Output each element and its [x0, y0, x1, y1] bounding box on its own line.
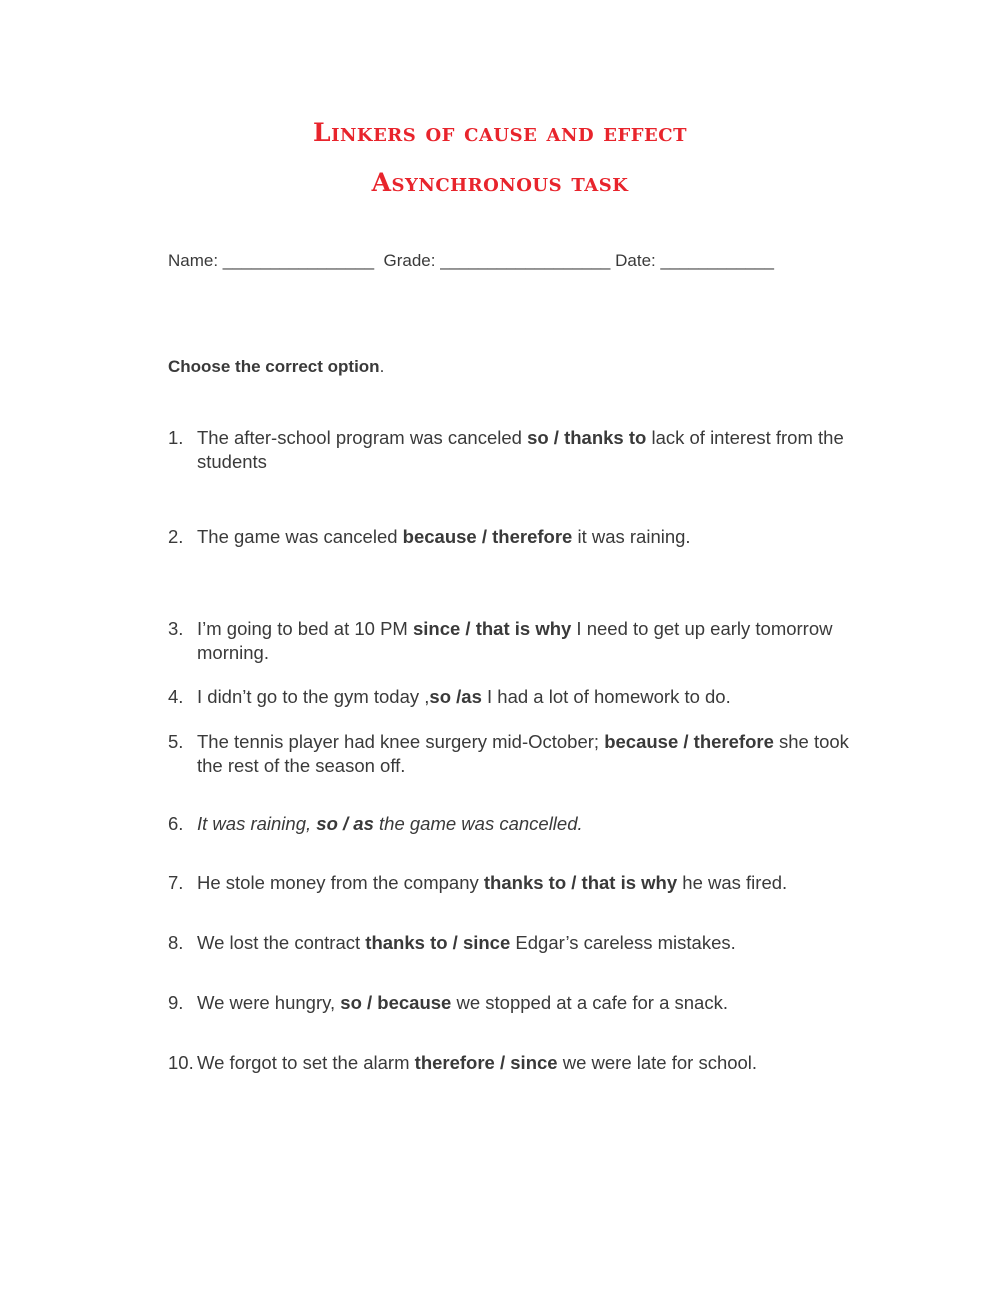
- question-text-after: I had a lot of homework to do.: [481, 686, 731, 707]
- question-8: [168, 931, 868, 955]
- question-text-after: the game was cancelled.: [373, 813, 583, 834]
- question-6: [168, 812, 868, 836]
- question-text-after: she took the rest of the season off.: [197, 731, 849, 776]
- question-text-after: he was fired.: [677, 872, 788, 893]
- question-2: [168, 525, 868, 549]
- question-text-before: I’m going to bed at 10 PM: [197, 618, 413, 639]
- question-text-after: it was raining.: [572, 526, 691, 547]
- question-text-after: we stopped at a cafe for a snack.: [451, 992, 728, 1013]
- answer-options: because / therefore: [402, 526, 573, 547]
- question-text-after: lack of interest from the students: [197, 427, 844, 472]
- instruction-bold: Choose the correct option: [168, 357, 380, 376]
- question-text-before: We forgot to set the alarm: [197, 1052, 415, 1073]
- worksheet-title: Linkers of cause and effect: [312, 118, 687, 147]
- instruction: [168, 357, 384, 377]
- question-text-before: The after-school program was canceled: [197, 427, 528, 448]
- question-5: [168, 730, 868, 778]
- question-number: 10.: [168, 1052, 194, 1073]
- question-9: [168, 991, 868, 1015]
- question-number: 4.: [168, 686, 184, 707]
- instruction-tail: .: [379, 357, 385, 376]
- question-number: 1.: [168, 427, 184, 448]
- answer-options: so / as: [316, 813, 374, 834]
- question-number: 3.: [168, 618, 184, 639]
- question-text-after: I need to get up early tomorrow morning.: [197, 618, 833, 663]
- answer-options: thanks to / that is why: [483, 872, 678, 893]
- question-text-before: We lost the contract: [197, 932, 366, 953]
- answer-options: because / therefore: [604, 731, 774, 752]
- answer-options: therefore / since: [414, 1052, 558, 1073]
- worksheet-subtitle: Asynchronous task: [371, 168, 629, 197]
- question-number: 9.: [168, 992, 184, 1013]
- question-number: 8.: [168, 932, 184, 953]
- question-1: [168, 426, 868, 474]
- question-text-before: The game was canceled: [197, 526, 403, 547]
- answer-options: so /as: [429, 686, 482, 707]
- question-number: 2.: [168, 526, 184, 547]
- question-text-before: He stole money from the company: [197, 872, 484, 893]
- question-text-before: The tennis player had knee surgery mid-October;: [197, 731, 605, 752]
- answer-options: since / that is why: [412, 618, 572, 639]
- question-4: [168, 685, 868, 709]
- question-7: [168, 871, 868, 895]
- question-10: [168, 1051, 868, 1075]
- question-text-before: I didn’t go to the gym today ,: [197, 686, 430, 707]
- answer-options: so / thanks to: [527, 427, 647, 448]
- question-number: 5.: [168, 731, 184, 752]
- answer-options: thanks to / since: [365, 932, 511, 953]
- question-text-after: we were late for school.: [557, 1052, 758, 1073]
- question-text-before: We were hungry,: [197, 992, 341, 1013]
- question-number: 7.: [168, 872, 184, 893]
- answer-options: so / because: [340, 992, 452, 1013]
- question-text-before: It was raining,: [197, 813, 317, 834]
- question-text-after: Edgar’s careless mistakes.: [510, 932, 736, 953]
- question-number: 6.: [168, 813, 184, 834]
- question-3: [168, 617, 868, 665]
- student-info-line: Name: ________________ Grade: __________________ Date: ____________: [168, 251, 774, 270]
